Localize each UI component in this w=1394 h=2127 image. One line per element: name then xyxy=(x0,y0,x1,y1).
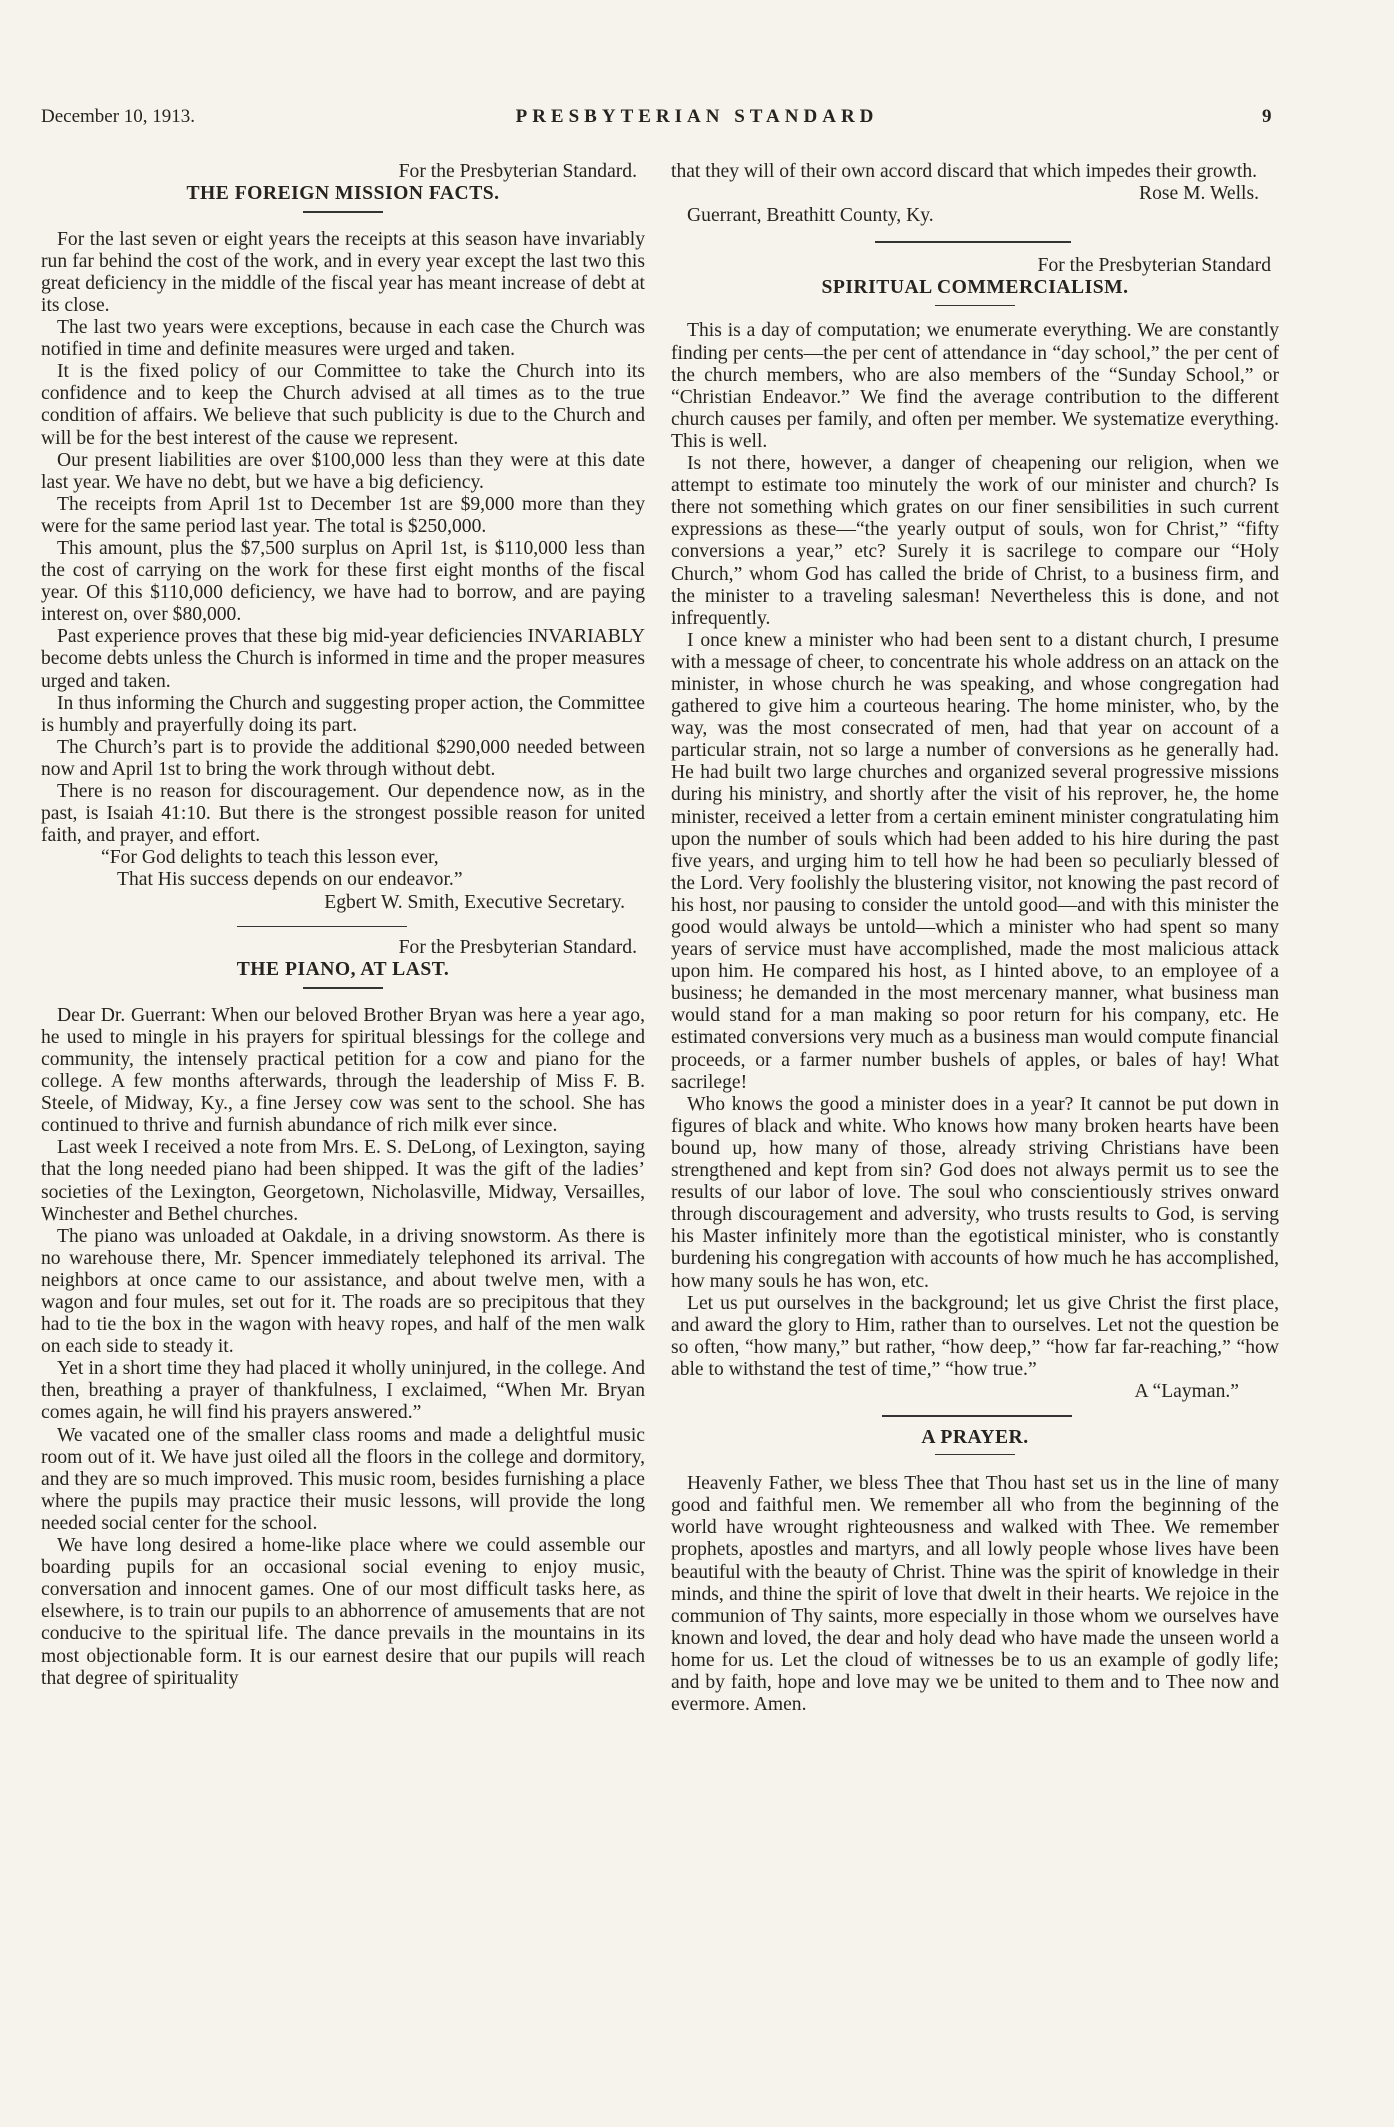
paragraph: The Church’s part is to provide the additional $290,000 needed between now and April 1st to bring the work through without debt. xyxy=(41,736,645,780)
continuation-text: that they will of their own accord discard that which impedes their growth. xyxy=(671,161,1258,182)
paragraph: The piano was unloaded at Oakdale, in a driving snowstorm. As there is no warehouse there, Mr. Spencer immediately telephoned its arrival. The neighbors at once came to our assistance, and about twelve men, with a wagon and four mules, set out for it. The roads are so precipitous that they had to tie the box in the wagon with heavy ropes, and half of the men walk on each side to steady it. xyxy=(41,1225,645,1358)
article-body xyxy=(41,1005,645,1690)
title-rule xyxy=(303,211,383,213)
left-column xyxy=(41,161,645,1690)
title-rule xyxy=(303,987,383,989)
paragraph: In thus informing the Church and suggesting proper action, the Committee is humbly and prayerfully doing its part. xyxy=(41,692,645,736)
paragraph: Let us put ourselves in the background; let us give Christ the first place, and award the glory to Him, rather than to ourselves. Let not the question be so often, “how many,” but rather, “how deep,” “how far far-reaching,” “how able to withstand the test of time,” “how true.” xyxy=(671,1292,1279,1380)
article-piano-continued xyxy=(671,161,1279,227)
article-spiritual-commercialism xyxy=(671,255,1279,1403)
paragraph: It is the fixed policy of our Committee to take the Church into its confidence and to keep the Church advised at all times as to the true condition of affairs. We believe that such publicity is due to the Church and will be for the best interest of the cause we represent. xyxy=(41,361,645,449)
paragraph: Last week I received a note from Mrs. E. S. DeLong, of Lexington, saying that the long needed piano had been shipped. It was the gift of the ladies’ societies of the Lexington, Georgetown, Nicholasville, Midway, Versailles, Winchester and Bethel churches. xyxy=(41,1137,645,1225)
paragraph: This amount, plus the $7,500 surplus on April 1st, is $110,000 less than the cost of carrying on the work for these first eight months of the fiscal year. Of this $110,000 deficiency, we have had to borrow, and are paying interest on, over $80,000. xyxy=(41,538,645,626)
paragraph: The last two years were exceptions, because in each case the Church was notified in time and definite measures were urged and taken. xyxy=(41,317,645,361)
article-foreign-mission xyxy=(41,161,645,914)
paragraph: Our present liabilities are over $100,000 less than they were at this date last year. We have no debt, but we have a big deficiency. xyxy=(41,449,645,493)
article-source: For the Presbyterian Standard. xyxy=(398,161,637,182)
article-body xyxy=(671,320,1279,1381)
article-title: THE PIANO, AT LAST. xyxy=(236,959,450,981)
title-rule xyxy=(935,305,1015,307)
paragraph: The receipts from April 1st to December 1st are $9,000 more than they were for the same period last year. The total is $250,000. xyxy=(41,493,645,537)
paragraph: Heavenly Father, we bless Thee that Thou hast set us in the line of many good and faithful men. We remember all who from the beginning of the world have wrought righteousness and walked with Thee. We remember prophets, apostles and martyrs, and all lowly people whose lives have been beautiful with the beauty of Christ. Thine was the spirit of knowledge in their minds, and thine the spirit of love that dwelt in their hearts. We rejoice in the communion of Thy saints, more especially in those whom we ourselves have known and loved, the dear and holy dead who have made the unseen world a home for us. Let the cloud of witnesses be to us an example of godly life; and by faith, hope and love may we be united to them and to Thee now and evermore. Amen. xyxy=(671,1473,1279,1716)
article-separator xyxy=(875,241,1071,243)
dateline: Guerrant, Breathitt County, Ky. xyxy=(687,205,934,227)
paragraph: Is not there, however, a danger of cheapening our religion, when we attempt to estimate too minutely the work of our minister and church? Is there not something which grates on our finer sensibilities in such current expressions as these—“the yearly output of souls, won for Christ,” “fifty conversions a year,” etc? Surely it is sacrilege to compare our “Holy Church,” whom God has called the bride of Christ, to a business firm, and the minister to a traveling salesman! Nevertheless this is done, and not infrequently. xyxy=(671,453,1279,629)
poem-line: That His success depends on our endeavor.” xyxy=(117,869,463,891)
article-title: SPIRITUAL COMMERCIALISM. xyxy=(821,276,1129,298)
paragraph: For the last seven or eight years the receipts at this season have invariably run far behind the cost of the work, and in every year except the last two this great deficiency in the middle of the fiscal year has meant increase of debt at its close. xyxy=(41,228,645,316)
paragraph: Yet in a short time they had placed it wholly uninjured, in the college. And then, breathing a prayer of thankfulness, I exclaimed, “When Mr. Bryan comes again, he will find his prayers answered.” xyxy=(41,1358,645,1424)
article-prayer xyxy=(671,1427,1279,1717)
paragraph: I once knew a minister who had been sent to a distant church, I presume with a message of cheer, to concentrate his whole address on an attack on the minister, in whose church he was speaking, and whose congregation had gathered to give him a courteous hearing. The home minister, who, by the way, was the most consecrated of men, had that year on account of a particular strain, not so large a number of conversions as he generally had. He had built two large churches and organized several progressive missions during his ministry, and shortly after the visit of his reprover, he, the home minister, received a letter from a certain eminent minister congratulating him upon the number of souls which had been added to his hire during the past five years, and urging him to tell how he had been so peculiarly blessed of the Lord. Very foolishly the blustering visitor, not knowing the past record of his host, nor pausing to consider the untold good—and with this minister the good would always be untold—which a minister who had spent so many years of service must have accomplished, made the most malicious attack upon him. He compared his host, as I hinted above, to an employee of a business; he demanded in the most mercenary manner, what business man would stand for a man making so poor return for his company, etc. He estimated conversions very much as a business man would compute financial proceeds, or a farmer number bushels of apples, or bales of hay! What sacrilege! xyxy=(671,629,1279,1093)
paragraph: We vacated one of the smaller class rooms and made a delightful music room out of it. We have just oiled all the floors in the college and dormitory, and they are so much improved. This music room, besides furnishing a place where the pupils may practice their music lessons, will provide the long needed social center for the school. xyxy=(41,1424,645,1534)
article-source: For the Presbyterian Standard. xyxy=(398,937,637,959)
article-body xyxy=(671,1473,1279,1716)
article-separator xyxy=(237,926,407,928)
paragraph: Who knows the good a minister does in a year? It cannot be put down in figures of black and white. Who knows how many broken hearts have been bound up, how many of those, already striving Christians have been strengthened and kept from sin? God does not always permit us to see the results of our labor of love. The soul who conscientiously strives onward through discouragement and adversity, who trusts results to God, is serving his Master infinitely more than the egotistical minister, who is constantly burdening his congregation with accounts of how much he has accomplished, how many souls he has won, etc. xyxy=(671,1093,1279,1292)
page-number: 9 xyxy=(1262,106,1272,127)
article-source: For the Presbyterian Standard xyxy=(1037,254,1271,276)
article-separator xyxy=(882,1415,1072,1417)
paragraph: Past experience proves that these big mid-year deficiencies INVARIABLY become debts unless the Church is informed in time and the proper measures urged and taken. xyxy=(41,626,645,692)
article-title: A PRAYER. xyxy=(921,1426,1029,1448)
poem-line: “For God delights to teach this lesson ever, xyxy=(101,847,439,869)
article-piano xyxy=(41,937,645,1690)
signature: A “Layman.” xyxy=(1134,1380,1239,1402)
signature: Rose M. Wells. xyxy=(1139,183,1259,205)
right-column xyxy=(671,161,1279,1716)
paragraph: We have long desired a home-like place where we could assemble our boarding pupils for an occasional social evening to enjoy music, conversation and innocent games. One of our most difficult tasks here, as elsewhere, is to train our pupils to an abhorrence of amusements that are not conducive to the spiritual life. The dance prevails in the mountains in its most objectionable form. It is our earnest desire that our pupils will reach that degree of spirituality xyxy=(41,1535,645,1689)
article-title: THE FOREIGN MISSION FACTS. xyxy=(186,183,500,205)
paragraph: This is a day of computation; we enumerate everything. We are constantly finding per cents—the per cent of attendance in “day school,” the per cent of the church members, who are also members of the “Sunday School,” or “Christian Endeavor.” We find the average contribution to the different church causes per family, and often per member. We systematize everything. This is well. xyxy=(671,320,1279,452)
masthead: PRESBYTERIAN STANDARD xyxy=(515,106,879,127)
paragraph: Dear Dr. Guerrant: When our beloved Brother Bryan was here a year ago, he used to mingle in his prayers for spiritual blessings for the college and community, the intensely practical petition for a cow and piano for the college. A few months afterwards, through the leadership of Miss F. B. Steele, of Midway, Ky., a fine Jersey cow was sent to the school. She has continued to thrive and furnish abundance of rich milk ever since. xyxy=(41,1004,645,1137)
paragraph: There is no reason for discouragement. Our dependence now, as in the past, is Isaiah 41:10. But there is the strongest possible reason for united faith, and prayer, and effort. xyxy=(41,781,645,847)
title-rule xyxy=(935,1454,1015,1456)
signature: Egbert W. Smith, Executive Secretary. xyxy=(324,891,625,913)
article-body xyxy=(41,229,645,848)
issue-date: December 10, 1913. xyxy=(41,106,196,127)
